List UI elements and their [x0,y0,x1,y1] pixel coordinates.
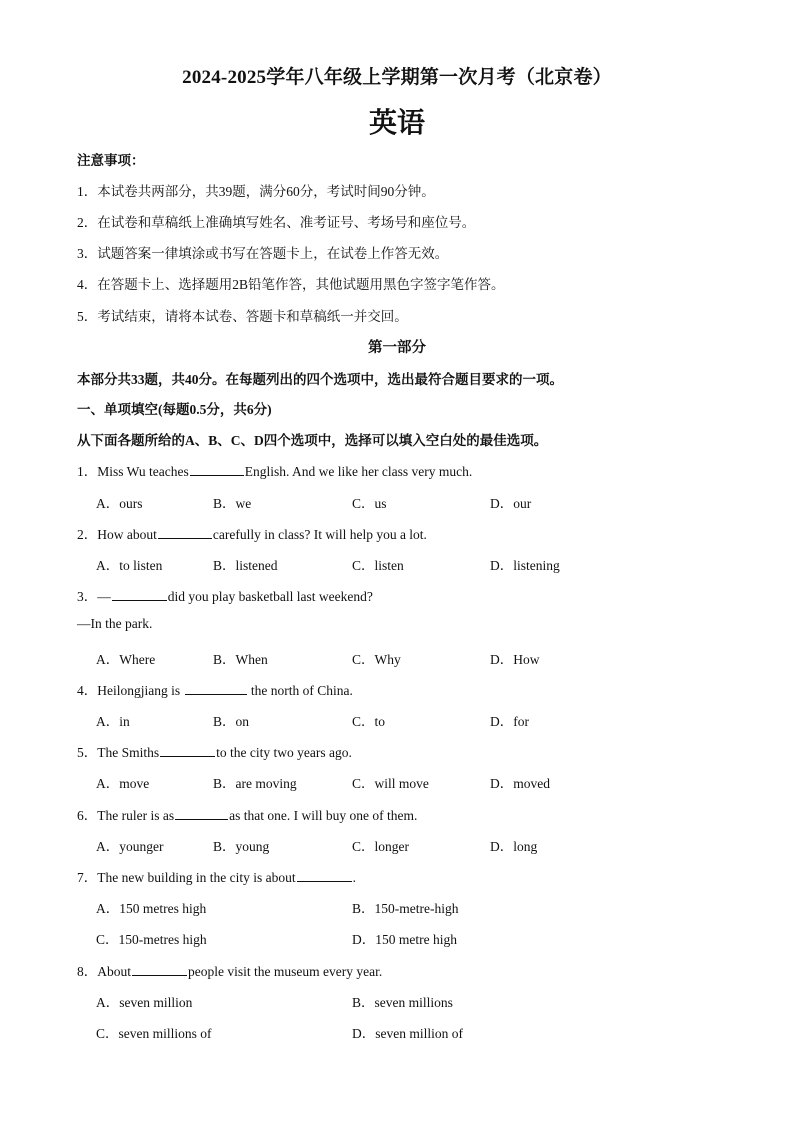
answer-blank [175,807,228,820]
question-text: carefully in class? It will help you a lot. [212,527,427,542]
question-text: 1．Miss Wu teaches [77,464,189,479]
option-d: D．listening [490,558,560,573]
question-text: English. And we like her class very much. [244,464,473,479]
question-text: 7．The new building in the city is about [77,870,296,885]
question-8 [77,960,382,980]
option-c: C．longer [352,839,409,854]
option-a: A．in [96,714,130,729]
option-b: B．on [213,714,250,729]
note-item-2: 2．在试卷和草稿纸上准确填写姓名、准考证号、考场号和座位号。 [77,215,476,230]
option-b: B．young [213,839,270,854]
option-c: C．will move [352,776,429,791]
option-d: D．for [490,714,529,729]
answer-blank [190,463,244,476]
option-a: A．seven million [96,995,193,1010]
exam-title: 2024-2025学年八年级上学期第一次月考（北京卷） [182,67,612,88]
question-2 [77,523,427,543]
question-text: 3．— [77,589,111,604]
option-d: D．seven million of [352,1026,463,1041]
option-c: C．us [352,496,387,511]
question-3-reply: —In the park. [77,616,153,631]
option-a: A．younger [96,839,164,854]
question-text: did you play basketball last weekend? [167,589,373,604]
question-5 [77,741,352,761]
option-c: C．seven millions of [96,1026,212,1041]
note-item-3: 3．试题答案一律填涂或书写在答题卡上，在试卷上作答无效。 [77,246,449,261]
option-d: D．long [490,839,538,854]
question-text: the north of China. [247,683,353,698]
option-d: D．moved [490,776,550,791]
option-b: B．When [213,652,268,667]
option-a: A．to listen [96,558,163,573]
option-a: A．150 metres high [96,901,207,916]
answer-blank [297,869,352,882]
question-text: 2．How about [77,527,157,542]
question-text: 5．The Smiths [77,745,160,760]
option-a: A．move [96,776,150,791]
answer-blank [185,682,247,695]
note-item-1: 1．本试卷共两部分，共39题，满分60分，考试时间90分钟。 [77,184,435,199]
question-1 [77,460,472,480]
question-text: . [352,870,356,885]
answer-blank [112,588,167,601]
answer-blank [160,744,215,757]
answer-blank [158,526,212,539]
question-text: people visit the museum every year. [188,964,383,979]
option-b: B．seven millions [352,995,453,1010]
question-3 [77,585,373,605]
notes-heading: 注意事项： [77,153,145,168]
question-4 [77,679,353,699]
question-text: 6．The ruler is as [77,808,175,823]
option-c: C．Why [352,652,401,667]
option-d: D．150 metre high [352,932,457,947]
section-title: 一、单项填空(每题0.5分，共6分) [77,402,272,417]
subject-title: 英语 [368,108,425,139]
option-a: A．Where [96,652,156,667]
question-7 [77,866,356,886]
part-heading: 第一部分 [368,340,426,356]
question-text: 8．About [77,964,131,979]
option-a: A．ours [96,496,143,511]
question-6 [77,804,417,824]
option-c: C．listen [352,558,404,573]
option-b: B．we [213,496,252,511]
option-c: C．to [352,714,386,729]
section-instruction: 从下面各题所给的A、B、C、D四个选项中，选择可以填入空白处的最佳选项。 [77,433,548,448]
question-text: 4．Heilongjiang is [77,683,184,698]
question-text: as that one. I will buy one of them. [229,808,418,823]
note-item-4: 4．在答题卡上、选择题用2B铅笔作答，其他试题用黑色字签字笔作答。 [77,277,505,292]
answer-blank [132,963,187,976]
option-b: B．are moving [213,776,297,791]
question-text: to the city two years ago. [216,745,352,760]
note-item-5: 5．考试结束，请将本试卷、答题卡和草稿纸一并交回。 [77,309,408,324]
option-b: B．listened [213,558,278,573]
option-d: D．our [490,496,532,511]
option-d: D．How [490,652,540,667]
option-c: C．150-metres high [96,932,207,947]
part-intro: 本部分共33题，共40分。在每题列出的四个选项中，选出最符合题目要求的一项。 [77,372,563,387]
option-b: B．150-metre-high [352,901,459,916]
